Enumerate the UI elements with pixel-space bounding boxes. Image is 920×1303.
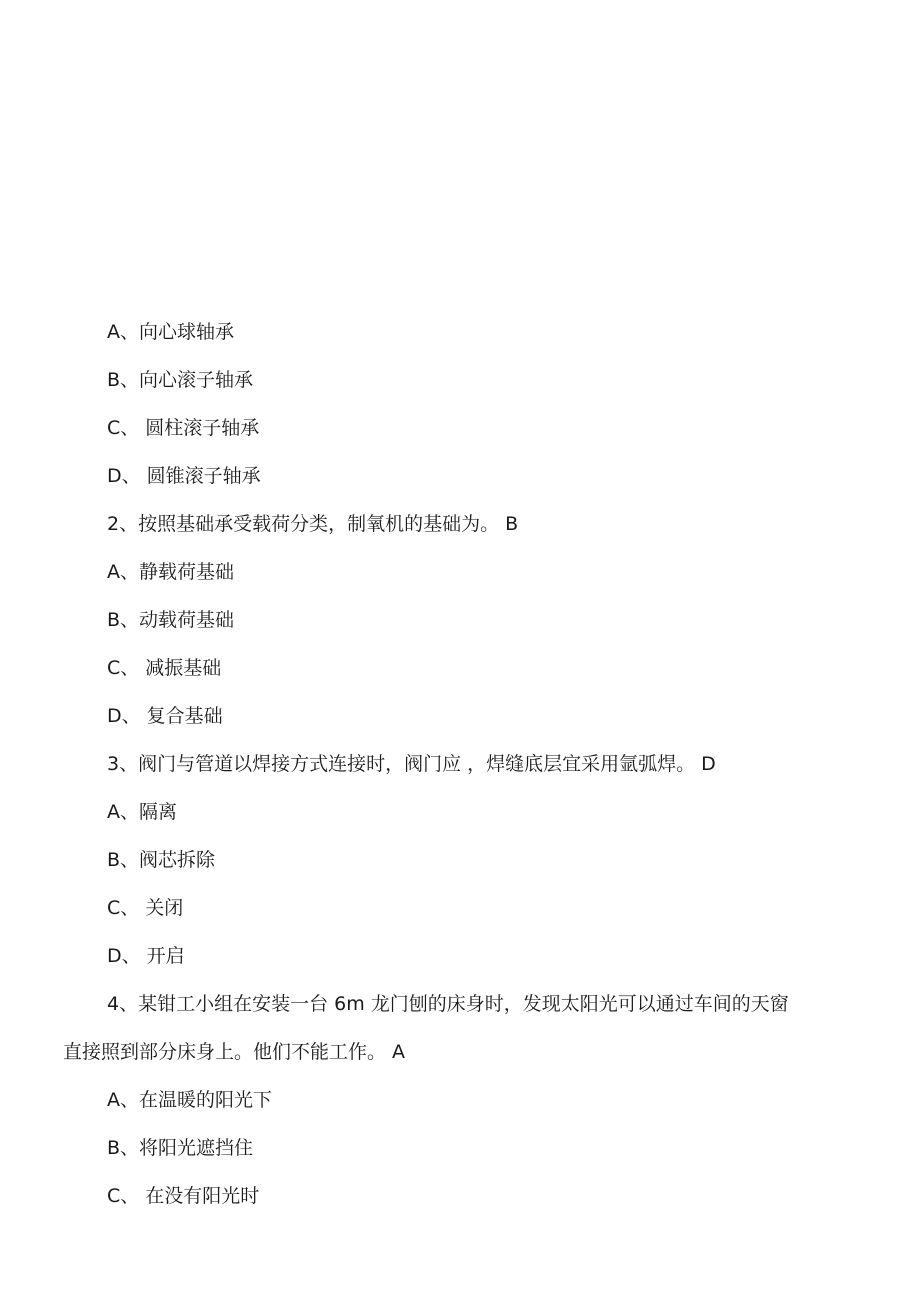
option-a-q4: A、在温暖的阳光下 xyxy=(107,1089,272,1111)
question-4-line-1: 4、某钳工小组在安装一台 6m 龙门刨的床身时，发现太阳光可以通过车间的天窗 xyxy=(107,993,789,1015)
option-a-q3: A、隔离 xyxy=(107,801,177,823)
question-2: 2、按照基础承受载荷分类，制氧机的基础为。 B xyxy=(107,513,519,535)
option-b-q4: B、将阳光遮挡住 xyxy=(107,1137,254,1159)
option-c-q1: C、 圆柱滚子轴承 xyxy=(107,417,260,439)
option-d-q3: D、 开启 xyxy=(107,945,185,967)
option-c-q2: C、 减振基础 xyxy=(107,657,222,679)
option-b-q3: B、阀芯拆除 xyxy=(107,849,216,871)
option-b-q2: B、动载荷基础 xyxy=(107,609,235,631)
option-a-q2: A、静载荷基础 xyxy=(107,561,234,583)
question-4-line-2: 直接照到部分床身上。他们不能工作。 A xyxy=(63,1041,406,1063)
option-c-q4: C、 在没有阳光时 xyxy=(107,1185,260,1207)
question-3: 3、阀门与管道以焊接方式连接时，阀门应 ，焊缝底层宜采用氩弧焊。 D xyxy=(107,753,716,775)
option-c-q3: C、 关闭 xyxy=(107,897,184,919)
option-d-q1: D、 圆锥滚子轴承 xyxy=(107,465,261,487)
option-d-q2: D、 复合基础 xyxy=(107,705,223,727)
option-b-q1: B、向心滚子轴承 xyxy=(107,369,254,391)
option-a-q1: A、向心球轴承 xyxy=(107,321,234,343)
